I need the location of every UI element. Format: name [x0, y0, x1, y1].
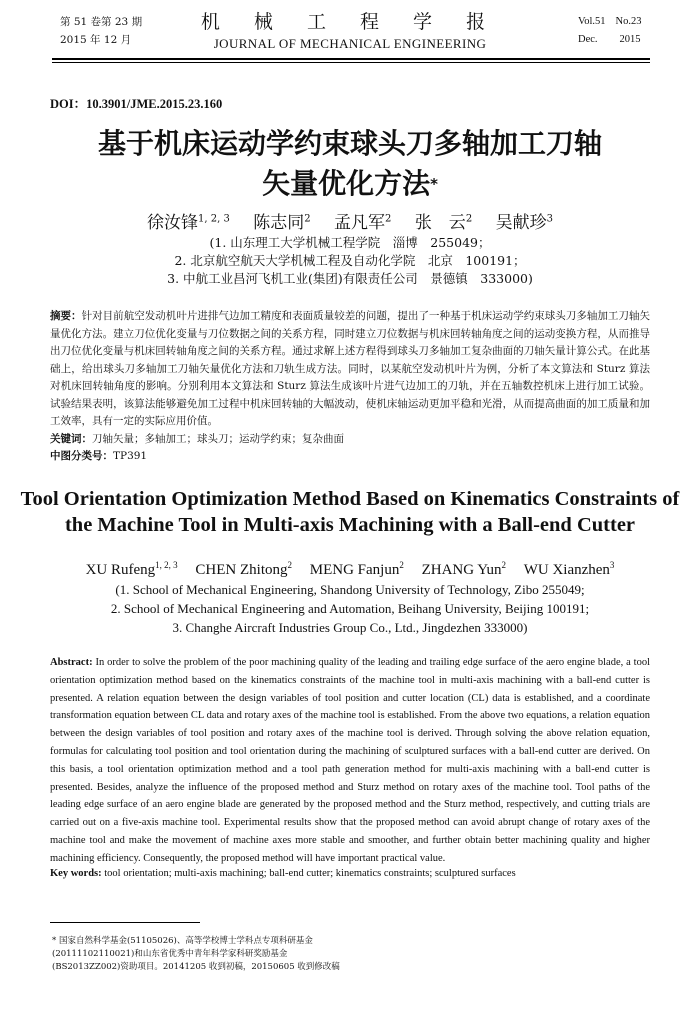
authors-en	[0, 560, 700, 579]
affiliation-en: (1. School of Mechanical Engineering, Shandong University of Technology, Zibo 255049;	[115, 582, 585, 597]
author-en: MENG Fanjun$^2$	[309, 560, 404, 578]
author-en: WU Xianzhen$^3$	[523, 560, 615, 578]
abstract-cn-label: 摘要：	[50, 310, 82, 322]
footnote	[52, 935, 372, 974]
author-cn: 徐汝锋$^{1, 2, 3}$	[147, 213, 230, 233]
author-en: ZHANG Yun$^2$	[421, 560, 506, 578]
header-no-en: No.23	[615, 16, 642, 27]
abstract-cn-text: 针对目前航空发动机叶片进排气边加工精度和表面质量较差的问题，提出了一种基于机床运动学约束球头刀多轴加工刀轴矢量优化方法。建立刀位优化变量与刀位数据之间的关系方程，同时建立刀位数据与机床回转轴角度之间的运动变换方程，从而推导出刀位优化变量与机床回转轴角度之间的关系方程。通过求解上述方程得到球头刀多轴加工复杂曲面的刀轴矢量计算公式。在此基础上，给出球头刀多轴加工刀轴矢量优化方法和刀轨生成方法。同时，以某航空发动机叶片为例，分析了本文算法和 Sturz 算法对机床回转轴角度的影响。分别利用本文算法和 Sturz 算法生成该叶片进气边加工的刀轨，并在五轴数控机床上进行加工试验。试验结果表明，该算法能够避免加工过程中机床回转轴的大幅波动，使机床轴运动更加平稳和光滑，从而提高曲面的加工质量和加工效率，具有一定的实际应用价值。	[50, 310, 651, 427]
affiliation-cn: (1. 山东理工大学机械工程学院 淄博 255049；	[209, 235, 491, 250]
title-en-line1: Tool Orientation Optimization Method Based on Kinematics Constraints of	[20, 488, 680, 510]
keywords-cn-label: 关键词：	[50, 432, 92, 445]
journal-title-cn: 机 械 工 程 学 报	[200, 11, 500, 33]
affiliations-cn	[0, 234, 700, 288]
keywords-en-row	[50, 868, 516, 879]
authors-cn	[0, 208, 700, 233]
header-rule-thick	[52, 58, 650, 60]
journal-title-en: JOURNAL OF MECHANICAL ENGINEERING	[213, 36, 487, 51]
header-volume-cn: 第 51 卷第 23 期	[60, 16, 143, 28]
header-rule-thin	[52, 62, 650, 63]
header-vol-en: Vol.51	[578, 16, 606, 27]
header-year-en: 2015	[619, 34, 641, 45]
author-cn: 张 云$^2$	[414, 213, 473, 233]
affiliations-en	[0, 580, 700, 637]
author-cn: 孟凡军$^2$	[334, 213, 392, 233]
keywords-en: tool orientation; multi-axis machining; ball-end cutter; kinematics constraints; sculptured surfaces	[104, 868, 516, 879]
title-en-line2: the Machine Tool in Multi-axis Machining with a Ball-end Cutter	[64, 514, 636, 536]
author-cn: 吴献珍$^3$	[495, 213, 553, 233]
keywords-cn: 刀轴矢量；多轴加工；球头刀；运动学约束；复杂曲面	[92, 432, 344, 445]
class-number-label: 中图分类号：	[50, 450, 113, 462]
affiliation-en: 3. Changhe Aircraft Industries Group Co., Ltd., Jingdezhen 333000)	[172, 620, 528, 635]
abstract-en-text: In order to solve the problem of the poor machining quality of the leading and trailing edge surface of the aero engine blade, a tool orientation optimization method based on the kinematics constraints of the machine tool in multi-axis machining with a ball-end cutter is presented. A relation equation between the design variables of tool position and cutter location (CL) data is established, and a coordinate transformation equation between CL data and rotary axes of the machine tool is established. From the above two equations, a relation equation between the design variables of tool position and rotary axes of the machine tool is derived. Through solving the above relation equation, formulas for calculating tool position and tool orientation during the machining of sculptured surfaces with a ball-end cutter are derived. On this basis, a tool orientation optimization method and a tool path generation method for multi-axis machining with a ball-end cutter is presented. Besides, analyze the influence of the proposed method and Sturz method on rotary axes of the machine tool. Tool paths of the leading edge surface of an aero engine blade are generated by the proposed method and the Sturz method, respectively, and cutting trials are carried out on a five-axis machine tool. Experimental results show that the proposed method can avoid abrupt change of rotary axes of the machine tool and make the movement of machine axes more stable and smoother, and further obtain better machining quality and higher machining efficiency. Consequently, the proposed method will have important practical value.	[50, 657, 650, 864]
doi: DOI：10.3901/JME.2015.23.160	[50, 97, 223, 111]
affiliation-cn: 2. 北京航空航天大学机械工程及自动化学院 北京 100191；	[174, 253, 526, 268]
author-cn: 陈志同$^2$	[253, 213, 311, 233]
header-date-cn: 2015 年 12 月	[60, 34, 132, 46]
affiliation-cn: 3. 中航工业昌河飞机工业(集团)有限责任公司 景德镇 333000)	[167, 271, 533, 286]
title-en	[0, 486, 700, 538]
title-cn-line2: 矢量优化方法	[262, 167, 431, 200]
header-month-en: Dec.	[578, 34, 598, 45]
footnote-line: * 国家自然科学基金(51105026)、高等学校博士学科点专项科研基金	[52, 936, 313, 946]
header-right	[578, 13, 652, 49]
abstract-cn	[50, 308, 650, 466]
footnote-rule	[50, 922, 200, 923]
author-en: CHEN Zhitong$^2$	[195, 560, 292, 578]
title-cn-footnote-mark: *	[430, 175, 438, 193]
author-en: XU Rufeng$^{1, 2, 3}$	[85, 560, 178, 578]
affiliation-en: 2. School of Mechanical Engineering and Automation, Beihang University, Beijing 100191;	[110, 601, 590, 616]
keywords-en-label: Key words:	[50, 868, 102, 879]
footnote-line: (20111102110021)和山东省优秀中青年科学家科研奖励基金	[52, 949, 288, 959]
footnote-line: (BS2013ZZ002)资助项目。20141205 收到初稿，20150605 收到修改稿	[52, 962, 340, 972]
title-cn	[0, 124, 700, 204]
abstract-en-label: Abstract:	[50, 657, 93, 668]
title-cn-line1: 基于机床运动学约束球头刀多轴加工刀轴	[97, 127, 602, 160]
abstract-en	[50, 654, 650, 868]
class-number: TP391	[113, 450, 148, 462]
